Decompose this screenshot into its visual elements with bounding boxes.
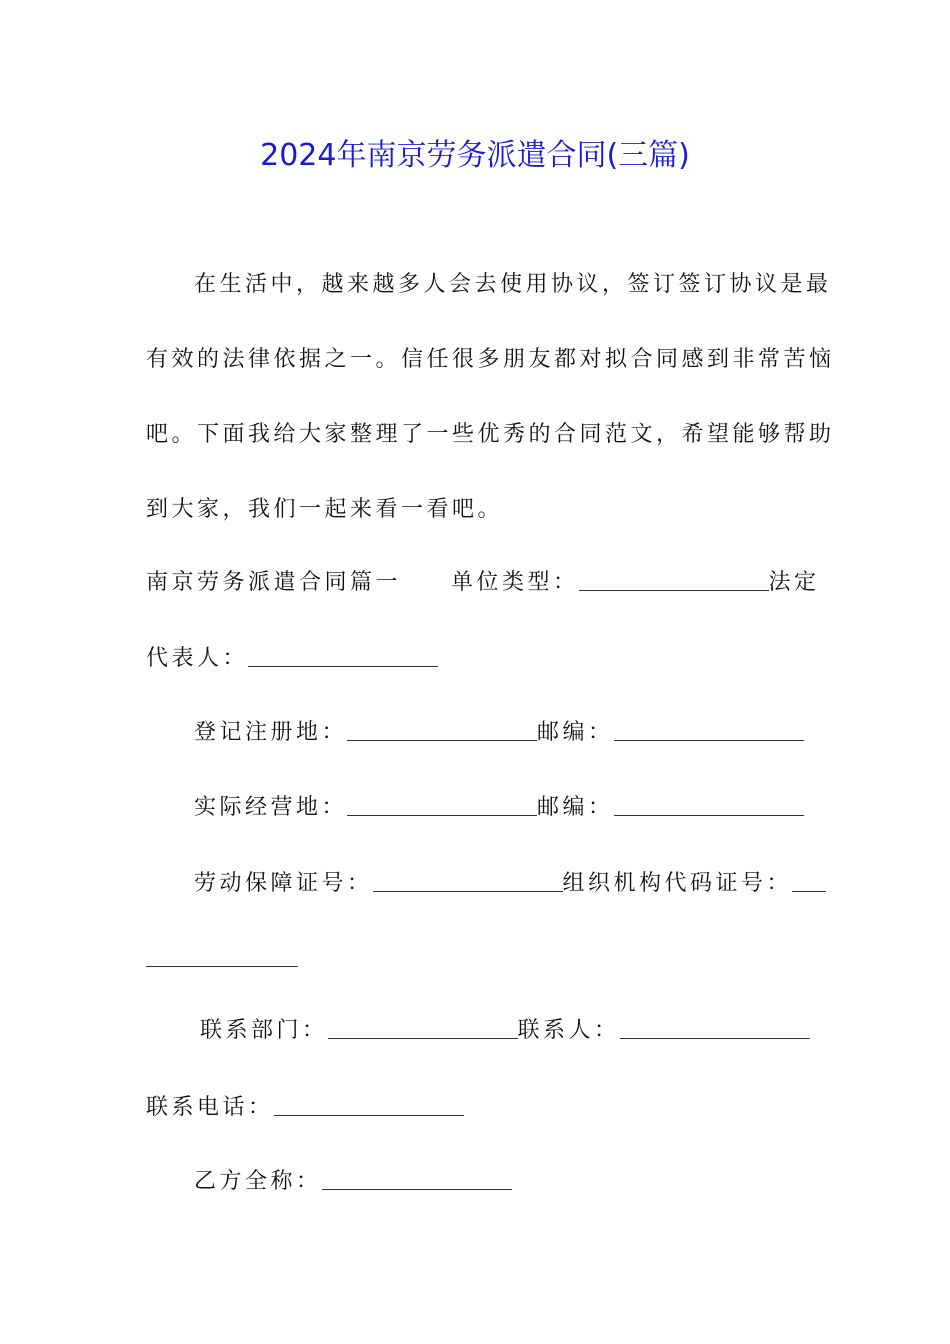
org-code-field-start[interactable] <box>792 869 826 892</box>
reg-address-label: 登记注册地： <box>194 720 348 745</box>
actual-address-field[interactable] <box>347 793 537 816</box>
labor-cert-field[interactable] <box>373 869 563 892</box>
unit-type-label: 单位类型： <box>451 570 579 595</box>
party-b-label: 乙方全称： <box>194 1169 322 1194</box>
party-b-field[interactable] <box>322 1167 512 1190</box>
labor-cert-row <box>194 869 810 899</box>
org-code-field-cont[interactable] <box>146 944 298 967</box>
contact-dept-label: 联系部门： <box>200 1018 328 1043</box>
document-title: 2024年南京劳务派遣合同(三篇) <box>260 138 690 173</box>
reg-address-field[interactable] <box>347 718 537 741</box>
actual-address-row <box>194 793 810 823</box>
postcode-label: 邮编： <box>537 720 614 745</box>
party-b-row <box>194 1167 810 1197</box>
labor-cert-label: 劳动保障证号： <box>194 871 373 896</box>
intro-line-1: 在生活中，越来越多人会去使用协议，签订签订协议是最 <box>194 272 832 297</box>
unit-type-row <box>146 568 820 598</box>
contact-phone-row <box>146 1093 810 1123</box>
section-heading: 南京劳务派遣合同篇一 <box>146 570 402 595</box>
legal-rep-row <box>146 644 810 674</box>
contact-phone-label: 联系电话： <box>146 1095 274 1120</box>
intro-line-2: 有效的法律依据之一。信任很多朋友都对拟合同感到非常苦恼 <box>146 347 835 372</box>
postcode-field-2[interactable] <box>614 793 804 816</box>
unit-type-field[interactable] <box>579 568 769 591</box>
org-code-cont-row <box>146 944 810 974</box>
legal-rep-label-b: 代表人： <box>146 646 249 671</box>
contact-dept-field[interactable] <box>328 1016 518 1039</box>
contact-person-field[interactable] <box>620 1016 810 1039</box>
intro-line-3: 吧。下面我给大家整理了一些优秀的合同范文，希望能够帮助 <box>146 422 835 447</box>
contact-person-label: 联系人： <box>517 1018 620 1043</box>
postcode-field[interactable] <box>614 718 804 741</box>
postcode-label-2: 邮编： <box>537 795 614 820</box>
intro-line-4: 到大家，我们一起来看一看吧。 <box>146 497 504 522</box>
contact-phone-field[interactable] <box>274 1093 464 1116</box>
actual-address-label: 实际经营地： <box>194 795 348 820</box>
org-code-label: 组织机构代码证号： <box>562 871 793 896</box>
reg-address-row <box>194 718 810 748</box>
contact-dept-row <box>200 1016 810 1046</box>
legal-rep-field[interactable] <box>248 644 438 667</box>
legal-rep-label-a: 法定 <box>768 570 820 595</box>
